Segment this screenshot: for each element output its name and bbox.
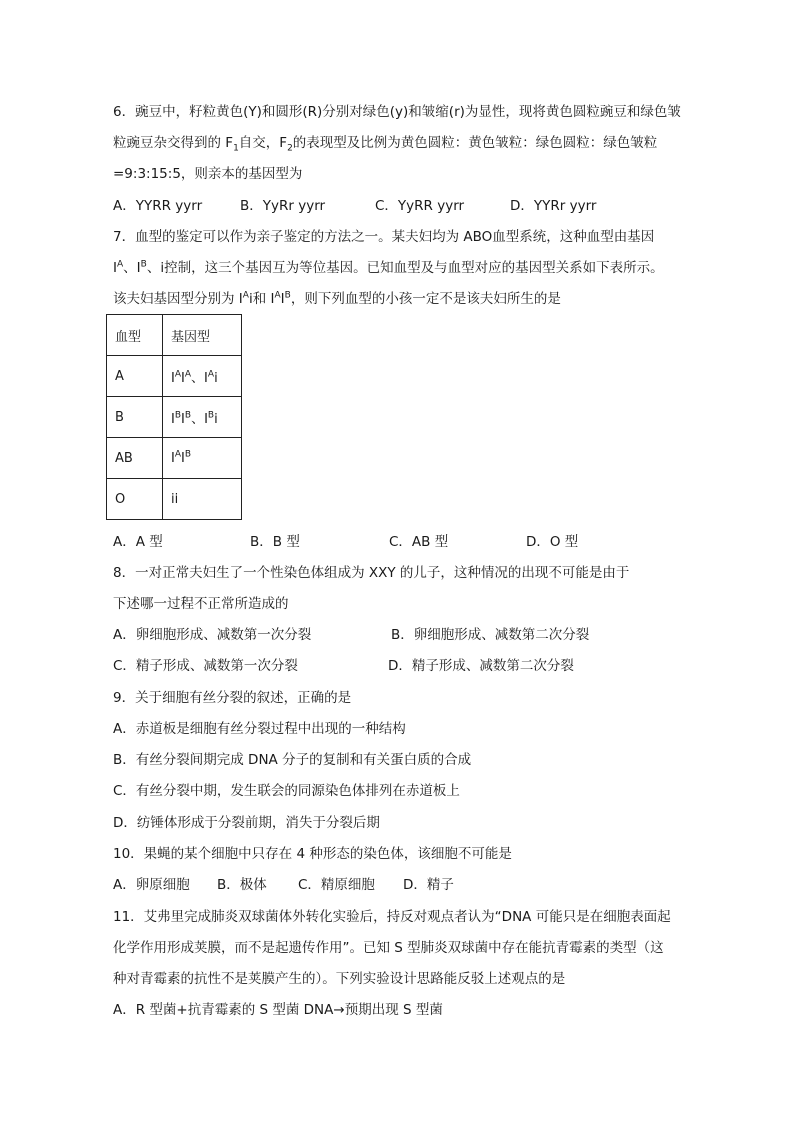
q11-option-a: A．R 型菌+抗青霉素的 S 型菌 DNA→预期出现 S 型菌 [113,1002,443,1018]
q8-option-b: B．卵细胞形成、减数第二次分裂 [391,627,590,643]
q7-option-a: A．A 型 [113,534,163,550]
q7-options [113,532,693,552]
q7-option-c: C．AB 型 [389,534,449,550]
q9-stem: 9．关于细胞有丝分裂的叙述，正确的是 [113,690,352,706]
q7-option-d: D．O 型 [526,534,579,550]
q8-stem-line1: 8．一对正常夫妇生了一个性染色体组成为 XXY 的儿子，这种情况的出现不可能是由于 [113,565,630,581]
q8-option-d: D．精子形成、减数第二次分裂 [388,658,574,674]
q11-stem-line3: 种对青霉素的抗性不是荚膜产生的）。下列实验设计思路能反驳上述观点的是 [113,971,566,987]
q6-stem-line2: 粒豌豆杂交得到的 $F_1$自交，$F_2$的表现型及比例为黄色圆粒：黄色皱粒：绿色圆粒：绿色皱粒 [113,135,658,154]
table-cell-genotype: ii [163,479,242,520]
table-row [107,356,242,397]
q9-option-a: A．赤道板是细胞有丝分裂过程中出现的一种结构 [113,721,406,737]
q7-stem-line3: 该夫妇基因型分别为 $I^Ai$和 $I^AI^B$，则下列血型的小孩一定不是该夫妇所生的是 [113,290,561,307]
q7-stem-line1: 7．血型的鉴定可以作为亲子鉴定的方法之一。某夫妇均为 ABO血型系统，这种血型由基因 [113,229,655,245]
q11-stem-line1: 11．艾弗里完成肺炎双球菌体外转化实验后，持反对观点者认为“DNA 可能只是在细胞表面起 [113,909,671,925]
q11-stem-line2: 化学作用形成荚膜，而不是起遗传作用”。已知 S 型肺炎双球菌中存在能抗青霉素的类型（这 [113,940,664,956]
q6-stem-line1: 6．豌豆中，籽粒黄色(Y)和圆形(R)分别对绿色(y)和皱缩(r)为显性，现将黄色圆粒豌豆和绿色皱 [113,104,681,120]
q10-stem: 10．果蝇的某个细胞中只存在 4 种形态的染色体，该细胞不可能是 [113,846,512,862]
q8-option-c: C．精子形成、减数第一次分裂 [113,658,298,674]
q8-stem-line2: 下述哪一过程不正常所造成的 [113,596,289,612]
table-header-row [107,315,242,356]
q6-option-c: C．YyRR yyrr [375,198,465,214]
q8-options-row1 [113,625,693,645]
q8-option-a: A．卵细胞形成、减数第一次分裂 [113,627,312,643]
table-header-cell: 血型 [107,315,163,356]
q10-option-a: A．卵原细胞 [113,877,190,893]
q9-option-d: D．纺锤体形成于分裂前期，消失于分裂后期 [113,815,380,831]
table-row [107,438,242,479]
q7-option-b: B．B 型 [250,534,300,550]
q10-option-c: C．精原细胞 [298,877,375,893]
table-row [107,397,242,438]
table-cell-type: B [107,397,163,438]
q6-option-b: B．YyRr yyrr [240,198,326,214]
q10-options [113,875,693,895]
q10-option-b: B．极体 [217,877,267,893]
q6-stem-line3: =9:3:15:5，则亲本的基因型为 [113,166,303,182]
table-cell-type: AB [107,438,163,479]
q8-options-row2 [113,656,693,676]
table-cell-genotype: $I^BI^B$、$I^Bi$ [163,397,242,438]
q9-option-b: B．有丝分裂间期完成 DNA 分子的复制和有关蛋白质的合成 [113,752,472,768]
q6-option-d: D．YYRr yyrr [510,198,597,214]
blood-type-table [106,314,242,520]
table-row [107,479,242,520]
q6-option-a: A．YYRR yyrr [113,198,203,214]
table-cell-type: O [107,479,163,520]
q6-options [113,196,693,216]
table-cell-type: A [107,356,163,397]
table-header-cell: 基因型 [163,315,242,356]
q9-option-c: C．有丝分裂中期，发生联会的同源染色体排列在赤道板上 [113,783,460,799]
q7-stem-line2: $I^A$、$I^B$、i控制，这三个基因互为等位基因。已知血型及与血型对应的基因型关系如下表所示。 [113,259,664,276]
q10-option-d: D．精子 [403,877,454,893]
table-cell-genotype: $I^AI^B$ [163,438,242,479]
table-cell-genotype: $I^AI^A$、$I^Ai$ [163,356,242,397]
